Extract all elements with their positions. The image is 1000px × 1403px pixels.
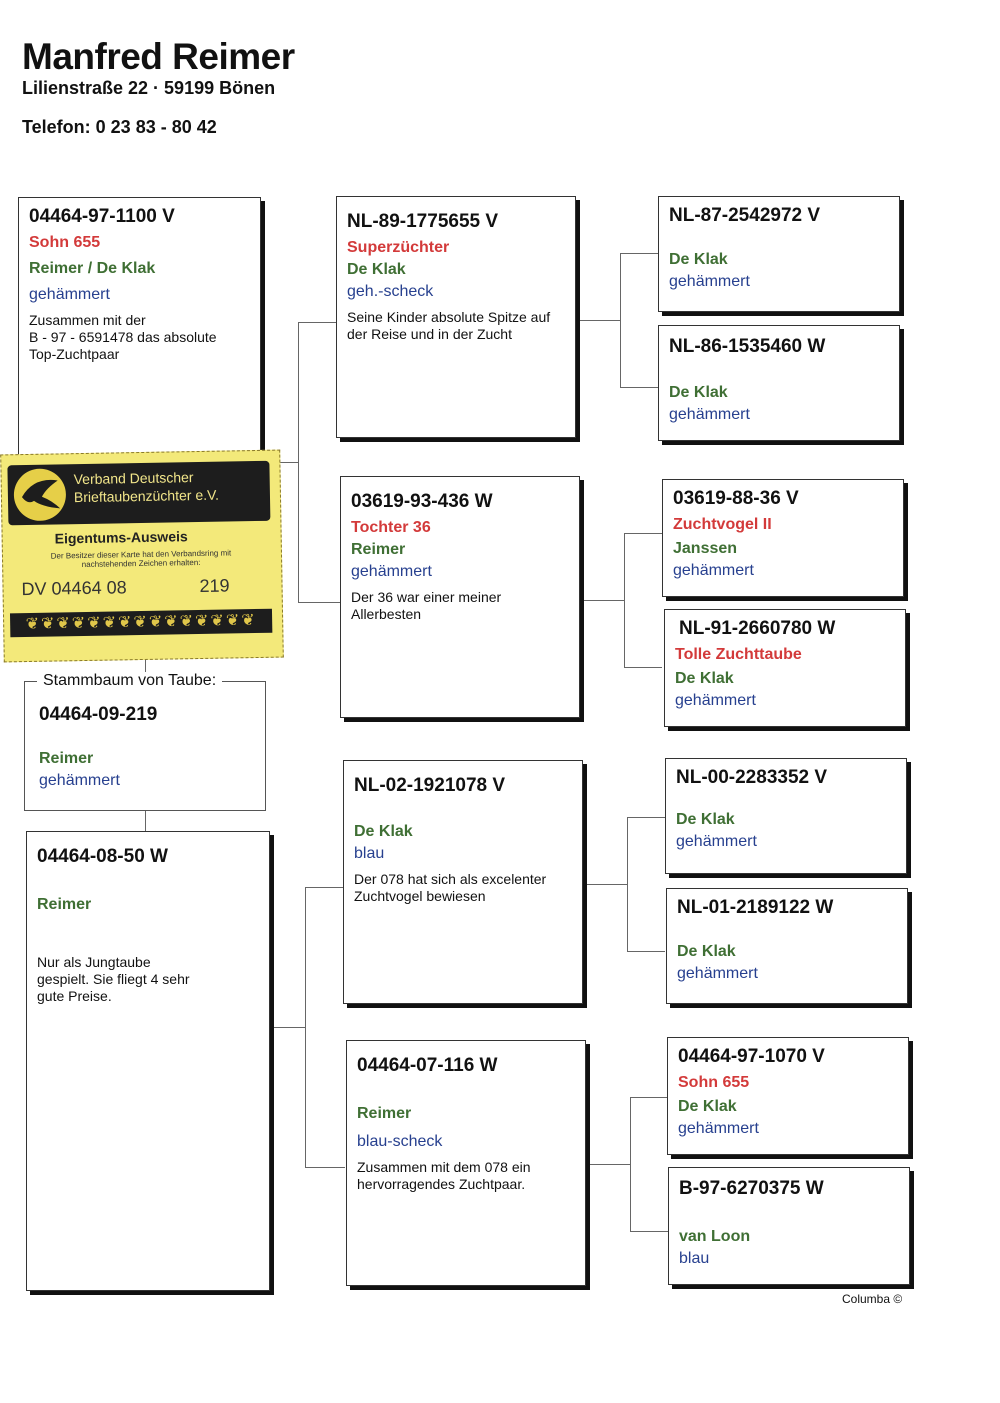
- fmm-color: gehämmert: [675, 692, 756, 709]
- connector: [620, 387, 658, 388]
- ownership-notice: Der Besitzer dieser Karte hat den Verbandsring mit nachstehenden Zeichen erhalten:: [50, 548, 232, 570]
- connector: [630, 1097, 631, 1231]
- mmf-breeder: De Klak: [678, 1098, 737, 1115]
- mother-ring-number: 04464-08-50 W: [37, 846, 168, 867]
- mm-ring-number: 04464-07-116 W: [357, 1055, 498, 1076]
- breeder-address: Lilienstraße 22 · 59199 Bönen: [22, 78, 276, 98]
- mmf-ring-number: 04464-97-1070 V: [678, 1046, 825, 1067]
- breeder-phone: Telefon: 0 23 83 - 80 42: [22, 117, 217, 137]
- connector: [627, 951, 665, 952]
- fm-breeder: Reimer: [351, 541, 406, 558]
- verband-name: Verband Deutscher Brieftaubenzüchter e.V.: [73, 469, 220, 506]
- connector: [578, 320, 620, 321]
- father-name: Sohn 655: [29, 234, 101, 251]
- ffm-color: gehämmert: [669, 406, 750, 423]
- connector: [298, 322, 299, 602]
- mother-breeder: Reimer: [37, 896, 92, 913]
- ring-code: DV 04464 08: [21, 577, 127, 600]
- fm-note: Der 36 war einer meiner Allerbesten: [351, 589, 502, 622]
- fmm-ring-number: NL-91-2660780 W: [679, 618, 836, 639]
- ffm-card: [658, 325, 900, 441]
- connector: [585, 884, 627, 885]
- connector: [630, 1097, 668, 1098]
- mfm-ring-number: NL-01-2189122 W: [677, 897, 834, 918]
- ff-color: geh.-scheck: [347, 283, 434, 300]
- father-color: gehämmert: [29, 286, 110, 303]
- connector: [298, 322, 336, 323]
- mf-color: blau: [354, 845, 385, 862]
- mf-breeder: De Klak: [354, 823, 413, 840]
- mmf-card: [667, 1037, 909, 1155]
- footer-credit: Columba ©: [842, 1292, 903, 1306]
- mmm-color: blau: [679, 1250, 710, 1267]
- mm-breeder: Reimer: [357, 1105, 412, 1122]
- mmm-breeder: van Loon: [679, 1228, 751, 1245]
- subject-label: Stammbaum von Taube:: [37, 672, 222, 690]
- fmm-breeder: De Klak: [675, 670, 734, 687]
- mm-color: blau-scheck: [357, 1133, 443, 1150]
- subject-ring-number: 04464-09-219: [39, 704, 158, 725]
- connector: [270, 1027, 305, 1028]
- fff-ring-number: NL-87-2542972 V: [669, 205, 821, 226]
- connector: [624, 533, 662, 534]
- fmf-color: gehämmert: [673, 562, 754, 579]
- ff-name: Superzüchter: [347, 239, 450, 256]
- fmm-card: [664, 609, 906, 727]
- pigeon-logo-icon: [11, 466, 68, 523]
- mff-breeder: De Klak: [676, 811, 735, 828]
- fmm-name: Tolle Zuchttaube: [675, 646, 802, 663]
- mf-note: Der 078 hat sich als excelenter Zuchtvogel bewiesen: [354, 871, 547, 904]
- mmm-card: [668, 1167, 910, 1285]
- ffm-ring-number: NL-86-1535460 W: [669, 336, 826, 357]
- connector: [588, 1164, 630, 1165]
- fmf-ring-number: 03619-88-36 V: [673, 488, 799, 509]
- mm-card: [346, 1040, 586, 1286]
- mother-card: [26, 831, 270, 1291]
- father-card: [18, 197, 261, 462]
- mmf-color: gehämmert: [678, 1120, 759, 1137]
- ff-card: [336, 196, 576, 438]
- father-breeder: Reimer / De Klak: [29, 260, 156, 277]
- connector: [620, 253, 621, 387]
- mother-note: Nur als Jungtaube gespielt. Sie fliegt 4 sehr gute Preise.: [37, 954, 190, 1004]
- connector: [305, 887, 306, 1167]
- mfm-color: gehämmert: [677, 965, 758, 982]
- ownership-title: Eigentums-Ausweis: [54, 528, 188, 547]
- ffm-breeder: De Klak: [669, 384, 728, 401]
- fm-ring-number: 03619-93-436 W: [351, 491, 493, 512]
- fmf-card: [662, 479, 904, 597]
- fm-name: Tochter 36: [351, 519, 431, 536]
- mmf-name: Sohn 655: [678, 1074, 750, 1091]
- fmf-breeder: Janssen: [673, 540, 738, 557]
- ownership-card: [0, 450, 284, 663]
- connector: [624, 667, 662, 668]
- connector: [582, 600, 624, 601]
- connector: [305, 887, 345, 888]
- mfm-breeder: De Klak: [677, 943, 736, 960]
- fff-card: [658, 196, 900, 312]
- mf-ring-number: NL-02-1921078 V: [354, 775, 506, 796]
- connector: [627, 817, 665, 818]
- father-note: Zusammen mit der B - 97 - 6591478 das absolute Top-Zuchtpaar: [29, 312, 217, 362]
- breeder-name: Manfred Reimer: [22, 36, 295, 77]
- mfm-card: [666, 888, 908, 1004]
- connector: [630, 1231, 668, 1232]
- connector: [145, 811, 146, 831]
- ring-serial: 219: [199, 575, 230, 596]
- mm-note: Zusammen mit dem 078 ein hervorragendes Zuchtpaar.: [357, 1159, 531, 1192]
- connector: [620, 253, 658, 254]
- connector: [305, 1167, 345, 1168]
- subject-box: [24, 672, 266, 811]
- mff-card: [665, 758, 907, 874]
- fmf-name: Zuchtvogel II: [673, 516, 772, 533]
- fff-breeder: De Klak: [669, 251, 728, 268]
- fff-color: gehämmert: [669, 273, 750, 290]
- mf-card: [343, 760, 583, 1004]
- ff-ring-number: NL-89-1775655 V: [347, 211, 499, 232]
- mff-ring-number: NL-00-2283352 V: [676, 767, 828, 788]
- connector: [298, 602, 342, 603]
- connector: [624, 533, 625, 667]
- connector: [627, 817, 628, 951]
- subject-color: gehämmert: [39, 772, 120, 789]
- decorative-band: ❦❦❦❦❦❦❦❦❦❦❦❦❦❦❦: [10, 609, 272, 638]
- fm-color: gehämmert: [351, 563, 432, 580]
- mff-color: gehämmert: [676, 833, 757, 850]
- fm-card: [340, 476, 580, 718]
- mmm-ring-number: B-97-6270375 W: [679, 1178, 824, 1199]
- ff-breeder: De Klak: [347, 261, 406, 278]
- father-ring-number: 04464-97-1100 V: [29, 206, 175, 227]
- ff-note: Seine Kinder absolute Spitze auf der Reise und in der Zucht: [347, 309, 551, 342]
- subject-breeder: Reimer: [39, 750, 94, 767]
